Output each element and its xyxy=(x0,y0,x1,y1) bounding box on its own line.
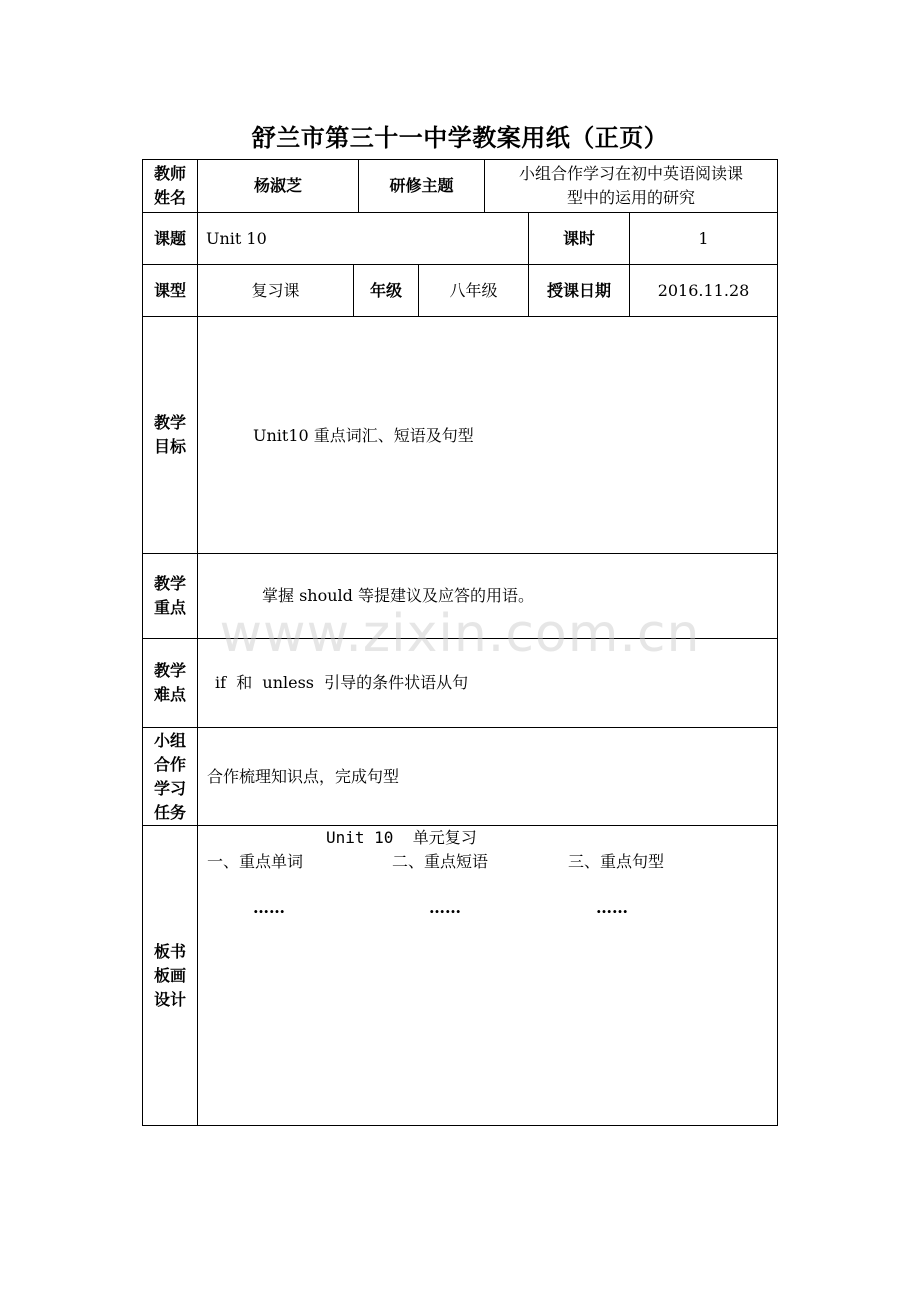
board-design-row xyxy=(143,826,777,1125)
lesson-type-label: 课型 xyxy=(143,265,198,316)
key-points-content: 掌握 should 等提建议及应答的用语。 xyxy=(262,586,534,605)
difficulties-label: 教学 难点 xyxy=(153,661,186,704)
group-task-content: 合作梳理知识点，完成句型 xyxy=(207,766,400,786)
lesson-type-value: 复习课 xyxy=(198,265,354,316)
group-task-label: 小组 合作 学习 任务 xyxy=(153,730,186,822)
teacher-name-label: 教师 姓名 xyxy=(153,164,186,207)
grade-label: 年级 xyxy=(354,265,419,316)
goals-content xyxy=(198,317,777,581)
board-design-label: 板书 板画 设计 xyxy=(153,941,186,1009)
teacher-name-label-cell xyxy=(143,160,198,212)
key-points-label: 教学 重点 xyxy=(153,574,186,617)
goals-text: Unit10 重点词汇、短语及句型 xyxy=(253,426,474,445)
period-value: 1 xyxy=(698,228,709,248)
research-topic-label: 研修主题 xyxy=(359,160,485,212)
teaching-date-label: 授课日期 xyxy=(529,265,630,316)
key-points-row xyxy=(143,554,777,639)
board-dots-sentences: …… xyxy=(596,898,628,917)
board-dots-phrases: …… xyxy=(429,898,461,917)
research-topic-value: 小组合作学习在初中英语阅读课 型中的运用的研究 xyxy=(518,164,743,207)
grade-value: 八年级 xyxy=(419,265,529,316)
board-dots-words: …… xyxy=(253,898,285,917)
teaching-date-value: 2016.11.28 xyxy=(657,280,750,300)
lesson-title-label: 课题 xyxy=(143,213,198,264)
board-item-words: 一、重点单词 xyxy=(207,852,304,871)
key-points-label-cell xyxy=(143,554,198,638)
watermark: www.zixin.com.cn xyxy=(219,604,701,664)
difficulties-label-cell xyxy=(143,639,198,727)
goals-label-cell xyxy=(143,317,198,553)
lesson-row xyxy=(143,213,777,265)
teacher-name-value: 杨淑芝 xyxy=(198,160,359,212)
board-item-sentences: 三、重点句型 xyxy=(568,852,665,871)
board-design-content xyxy=(198,826,777,1125)
group-task-row xyxy=(143,728,777,826)
difficulties-content: if 和 unless 引导的条件状语从句 xyxy=(215,673,469,692)
goals-label: 教学 目标 xyxy=(153,413,186,456)
period-label: 课时 xyxy=(529,213,630,264)
group-task-label-cell xyxy=(143,728,198,825)
page-title: 舒兰市第三十一中学教案用纸（正页） xyxy=(251,124,669,152)
board-heading: Unit 10 单元复习 xyxy=(326,828,477,847)
lesson-title-value: Unit 10 xyxy=(198,213,529,264)
difficulties-row xyxy=(143,639,777,728)
board-design-label-cell xyxy=(143,826,198,1125)
lesson-plan-table xyxy=(142,159,778,1126)
type-row xyxy=(143,265,777,317)
board-item-phrases: 二、重点短语 xyxy=(392,852,489,871)
teacher-row xyxy=(143,160,777,213)
